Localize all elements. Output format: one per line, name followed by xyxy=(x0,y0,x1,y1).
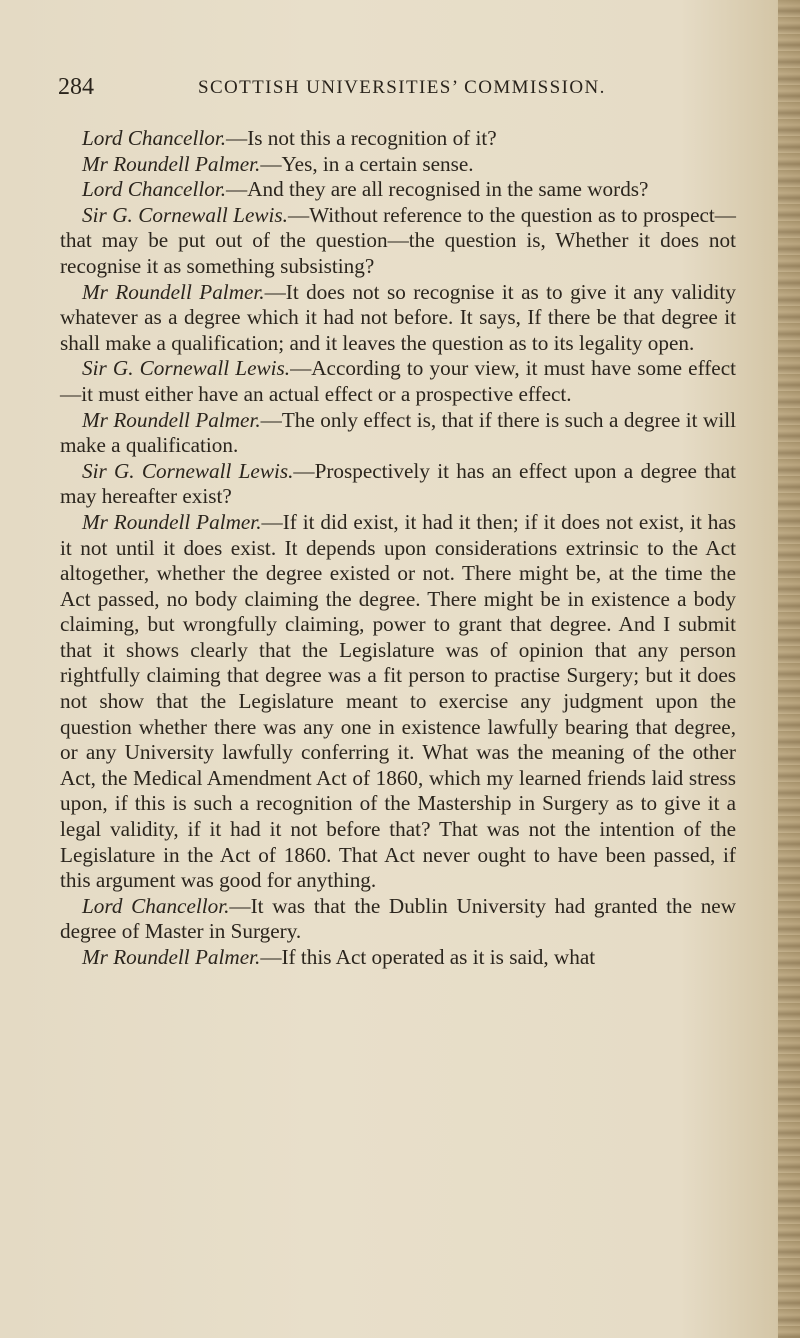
paragraph-2 xyxy=(60,152,736,178)
speaker-name: Lord Chancellor. xyxy=(82,893,230,918)
paragraph-1 xyxy=(60,126,736,152)
paragraph-7 xyxy=(60,408,736,459)
paragraph-5 xyxy=(60,280,736,357)
speaker-name: Lord Chancellor. xyxy=(82,177,227,202)
speaker-name: Mr Roundell Palmer. xyxy=(82,509,262,534)
speech-text: —If it did exist, it had it then; if it does not exist, it has it not until it does exist. It depends upon considerations extrinsic to the Act altogether, whether the degree existed or not. There might be, at the time the Act passed, no body claiming the degree. There might be in existence a body claiming, but wrongfully claiming, power to grant that degree. And I submit that it shows clearly that the Legislature was of opinion that any person rightfully claiming that degree was a fit person to practise Surgery; but it does not show that the Legislature meant to exercise any judgment upon the question whether there was any one in existence lawfully bearing that degree, or any University lawfully conferring it. What was the meaning of the other Act, the Medical Amendment Act of 1860, which my learned friends laid stress upon, if this is such a recognition of the Mastership in Surgery as to give it a legal validity, if it had it not before that? That was not the intention of the Legislature in the Act of 1860. That Act never ought to have been passed, if this argument was good for anything. xyxy=(60,509,736,893)
speech-text: —And they are all recognised in the same words? xyxy=(226,177,649,202)
paragraph-10 xyxy=(60,894,736,945)
speech-text: —It does not so recognise it as to give it any validity whatever as a degree which it had not before. It says, If there be that degree it shall make a qualification; and it leaves the question as to its legality open. xyxy=(60,279,736,355)
page-edge xyxy=(778,0,800,1338)
speech-text: —Without reference to the question as to prospect—that may be put out of the question—the question is, Whether it does not recognise it as something subsisting? xyxy=(60,202,736,278)
paragraph-11 xyxy=(60,945,736,971)
speaker-name: Mr Roundell Palmer. xyxy=(82,407,261,432)
body-text xyxy=(60,126,736,971)
speaker-name: Lord Chancellor. xyxy=(82,126,227,150)
speaker-name: Sir G. Cornewall Lewis. xyxy=(82,202,288,227)
speech-text: —According to your view, it must have some effect—it must either have an actual effect or a prospective effect. xyxy=(60,356,736,406)
paragraph-4 xyxy=(60,203,736,280)
paragraph-8 xyxy=(60,459,736,510)
speech-text: —The only effect is, that if there is such a degree it will make a qualification. xyxy=(60,407,736,458)
speech-text: —Yes, in a certain sense. xyxy=(260,151,474,176)
page-number: 284 xyxy=(58,74,94,100)
speech-text: —Is not this a recognition of it? xyxy=(226,126,497,150)
speaker-name: Mr Roundell Palmer. xyxy=(82,945,261,969)
speaker-name: Mr Roundell Palmer. xyxy=(82,279,265,304)
speech-text: —It was that the Dublin University had granted the new degree of Master in Surgery. xyxy=(60,893,736,944)
running-title: SCOTTISH UNIVERSITIES’ COMMISSION. xyxy=(198,77,606,98)
speaker-name: Mr Roundell Palmer. xyxy=(82,151,261,176)
page-header xyxy=(58,74,738,104)
speech-text: —Prospectively it has an effect upon a degree that may hereafter exist? xyxy=(60,458,736,509)
speech-text: —If this Act operated as it is said, what xyxy=(260,945,596,969)
paragraph-6 xyxy=(60,356,736,407)
paragraph-9 xyxy=(60,510,736,894)
speaker-name: Sir G. Cornewall Lewis. xyxy=(82,458,294,483)
paragraph-3 xyxy=(60,177,736,203)
speaker-name: Sir G. Cornewall Lewis. xyxy=(82,356,291,381)
